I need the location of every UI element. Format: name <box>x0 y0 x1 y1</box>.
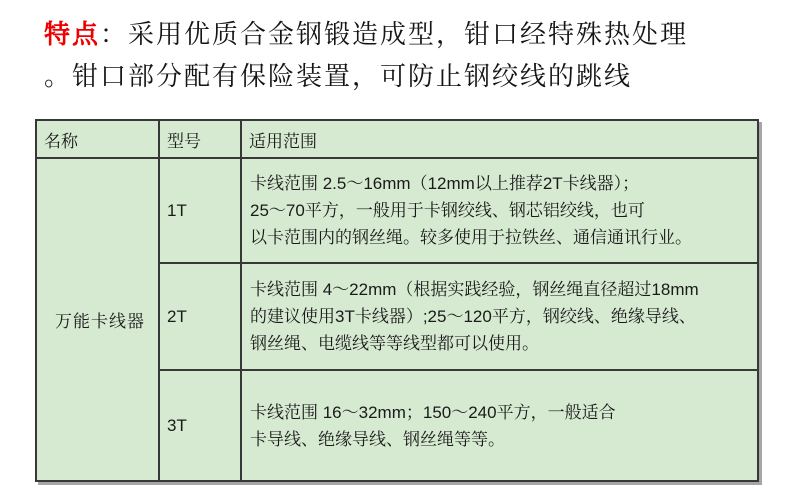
col-header-model: 型号 <box>159 120 241 158</box>
model-cell-2t: 2T <box>159 263 241 370</box>
model-cell-3t: 3T <box>159 370 241 481</box>
feature-colon: ： <box>100 19 129 49</box>
range-line: 钢丝绳、电缆线等等线型都可以使用。 <box>250 334 539 353</box>
product-name-cell: 万能卡线器 <box>36 158 159 481</box>
range-line: 以卡范围内的钢丝绳。较多使用于拉铁丝、通信通讯行业。 <box>250 228 692 247</box>
model-cell-1t: 1T <box>159 158 241 263</box>
range-line: 卡线范围 16～32mm；150～240平方，一般适合 <box>250 402 616 422</box>
range-cell-2t <box>241 263 758 370</box>
table-row-1t <box>36 158 758 263</box>
range-cell-1t <box>241 158 758 263</box>
feature-label: 特点 <box>44 19 101 49</box>
range-line: 卡线范围 2.5～16mm（12mm以上推荐2T卡线器）； <box>250 174 640 193</box>
range-cell-3t <box>241 370 758 481</box>
range-line: 的建议使用3T卡线器）;25～120平方，钢绞线、绝缘导线、 <box>250 307 696 326</box>
table-header-row <box>36 120 758 158</box>
range-line: 卡线范围 4～22mm（根据实践经验，钢丝绳直径超过18mm <box>250 280 699 299</box>
range-line: 25～70平方，一般用于卡钢绞线、钢芯铝绞线，也可 <box>250 201 645 220</box>
feature-text-line2: 。钳口部分配有保险装置，可防止钢绞线的跳线 <box>44 61 633 91</box>
feature-text-line1: 采用优质合金钢锻造成型，钳口经特殊热处理 <box>128 19 689 49</box>
spec-table <box>35 119 759 482</box>
range-line: 卡导线、绝缘导线、钢丝绳等等。 <box>250 429 505 449</box>
feature-paragraph <box>44 13 759 97</box>
col-header-name: 名称 <box>36 120 159 158</box>
col-header-range: 适用范围 <box>241 120 758 158</box>
